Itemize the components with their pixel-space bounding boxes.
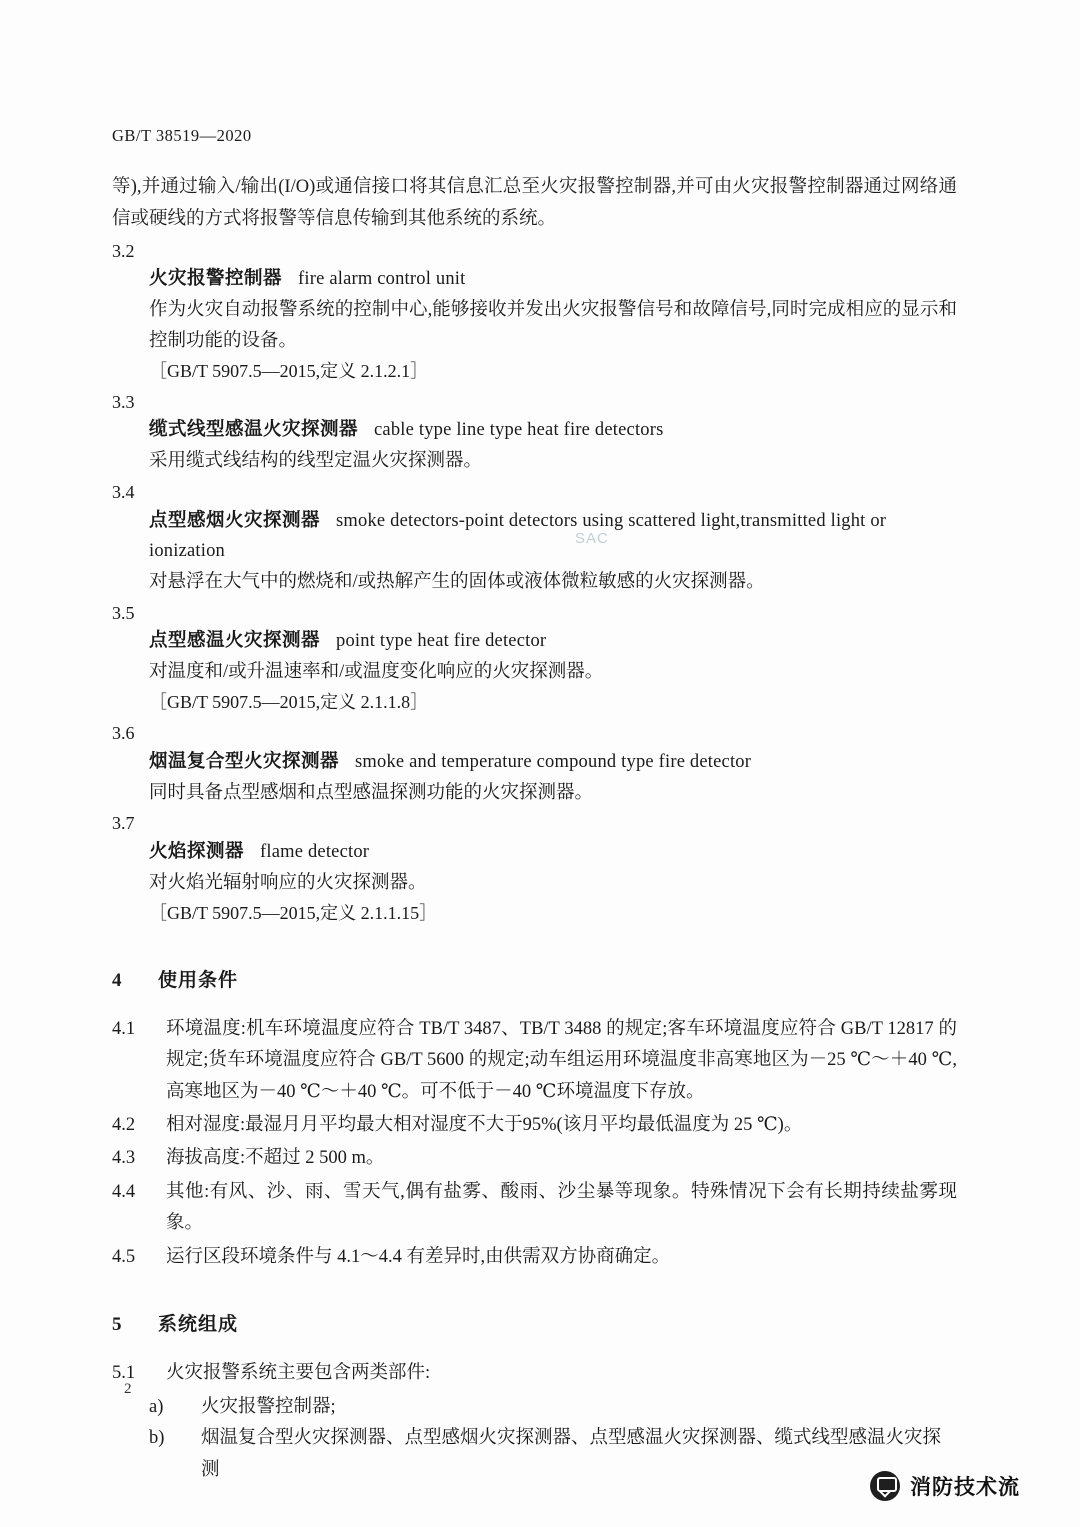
term-name-cn: 烟温复合型火灾探测器 [149,751,340,772]
term-name-cn: 点型感温火灾探测器 [149,631,321,652]
list-item-a [149,1392,957,1423]
clause-text: 火灾报警系统主要包含两类部件: [166,1363,431,1384]
term-definition-3-3: 采用缆式线结构的线型定温火灾探测器。 [149,451,483,472]
clause-5-1 [112,1358,957,1389]
footer-brand [870,1471,1020,1501]
section-number-4: 4 [112,969,123,991]
term-name-en: smoke detectors-point detectors using scattered light,transmitted light or ionization [149,510,887,561]
clause-text: 环境温度:机车环境温度应符合 TB/T 3487、TB/T 3488 的规定;客车环境温度应符合 GB/T 12817 的规定;货车环境温度应符合 GB/T 5600 的规定;动车组运用环境温度非高寒地区为－25 ℃～＋40 ℃,高寒地区为－40 ℃～＋40 ℃。可不低于－40 ℃环境温度下存放。 [166,1018,957,1102]
clause-number: 5.1 [112,1363,136,1384]
clause-4-2 [112,1110,957,1141]
clause-4-4 [112,1177,957,1240]
term-name-cn: 火灾报警控制器 [149,269,283,290]
wechat-logo-icon [870,1471,900,1501]
clause-number: 4.1 [112,1018,136,1039]
clause-text: 相对湿度:最湿月月平均最大相对湿度不大于95%(该月平均最低温度为 25 ℃)。 [166,1115,803,1136]
clause-number: 4.2 [112,1115,136,1136]
clause-number-3-2: 3.2 [112,240,135,261]
list-marker: b) [149,1428,165,1449]
section-heading-4 [112,965,957,992]
term-name-en: cable type line type heat fire detectors [374,420,664,441]
term-name-en: smoke and temperature compound type fire detector [355,751,752,772]
term-name-cn: 缆式线型感温火灾探测器 [149,420,359,441]
term-definition-3-7: 对火焰光辐射响应的火灾探测器。 [149,873,427,894]
term-heading-3-2 [149,265,957,295]
clause-number-3-6: 3.6 [112,722,135,743]
term-name-cn: 点型感烟火灾探测器 [149,510,321,531]
list-item-text: 烟温复合型火灾探测器、点型感烟火灾探测器、点型感温火灾探测器、缆式线型感温火灾探测 [201,1428,942,1480]
section-title-5: 系统组成 [158,1314,239,1336]
term-definition-3-6: 同时具备点型感烟和点型感温探测功能的火灾探测器。 [149,782,594,803]
term-heading-3-3 [149,416,957,446]
list-marker: a) [149,1396,164,1417]
term-definition-3-4: 对悬浮在大气中的燃烧和/或热解产生的固体或液体微粒敏感的火灾探测器。 [149,571,765,592]
clause-text: 运行区段环境条件与 4.1～4.4 有差异时,由供需双方协商确定。 [166,1246,671,1267]
term-name-en: fire alarm control unit [298,269,466,290]
clause-number: 4.4 [112,1181,136,1202]
term-name-cn: 火焰探测器 [149,842,245,863]
section-heading-5 [112,1309,957,1336]
page-number: 2 [124,1381,132,1397]
clause-number-3-7: 3.7 [112,813,135,834]
list-item-text: 火灾报警控制器; [201,1396,336,1417]
term-name-en: flame detector [260,842,370,863]
clause-number: 4.3 [112,1148,136,1169]
watermark-sac: SAC [575,530,609,547]
section-title-4: 使用条件 [158,969,239,991]
term-definition-3-2: 作为火灾自动报警系统的控制中心,能够接收并发出火灾报警信号和故障信号,同时完成相应的显示和控制功能的设备。 [149,300,957,352]
term-heading-3-5 [149,627,957,657]
list-item-b [149,1423,957,1486]
clause-number-3-4: 3.4 [112,482,135,503]
intro-paragraph: 等),并通过输入/输出(I/O)或通信接口将其信息汇总至火灾报警控制器,并可由火灾报警控制器通过网络通信或硬线的方式将报警等信息传输到其他系统的系统。 [112,177,957,229]
term-source-3-2: ［GB/T 5907.5—2015,定义 2.1.2.1］ [149,360,429,381]
clause-number-3-5: 3.5 [112,602,135,623]
term-source-3-7: ［GB/T 5907.5—2015,定义 2.1.1.15］ [149,902,438,923]
term-heading-3-6 [149,748,957,778]
clause-text: 其他:有风、沙、雨、雪天气,偶有盐雾、酸雨、沙尘暴等现象。特殊情况下会有长期持续盐雾现象。 [166,1181,957,1234]
term-heading-3-4 [149,507,957,567]
page-content [112,0,957,1486]
footer-brand-label: 消防技术流 [910,1476,1020,1499]
clause-4-5 [112,1242,957,1273]
term-name-en: point type heat fire detector [336,631,547,652]
term-heading-3-7 [149,838,957,868]
clause-text: 海拔高度:不超过 2 500 m。 [166,1148,385,1169]
term-definition-3-5: 对温度和/或升温速率和/或温度变化响应的火灾探测器。 [149,662,604,683]
clause-4-3 [112,1143,957,1174]
section-number-5: 5 [112,1314,123,1336]
page-header-standard-number: GB/T 38519—2020 [112,126,252,145]
term-source-3-5: ［GB/T 5907.5—2015,定义 2.1.1.8］ [149,692,429,713]
clause-4-1 [112,1014,957,1108]
clause-number: 4.5 [112,1246,136,1267]
clause-number-3-3: 3.3 [112,391,135,412]
